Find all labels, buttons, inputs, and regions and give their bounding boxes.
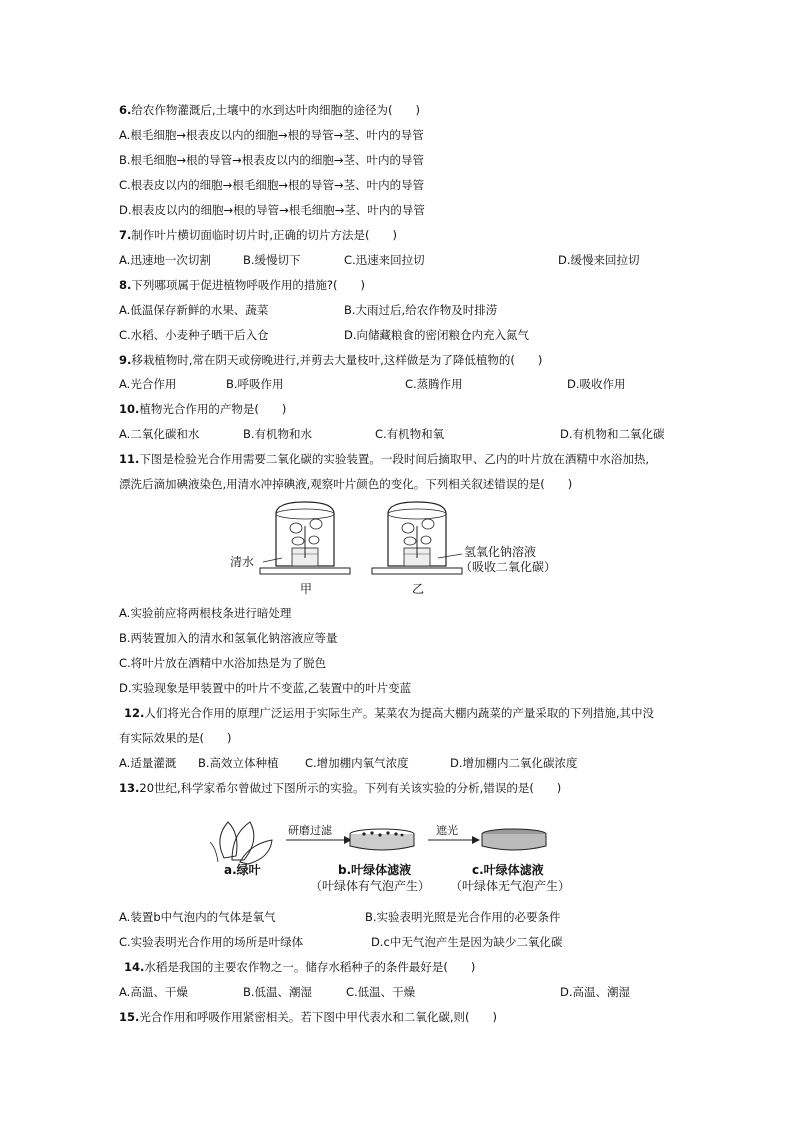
question-12-option-a: A.适量灌溉 [119,756,177,770]
question-11-option-c: C.将叶片放在酒精中水浴加热是为了脱色 [119,656,327,670]
label-c-filtrate: c.叶绿体滤液 [472,863,544,877]
question-8-stem: 8.下列哪项属于促进植物呼吸作用的措施?( ) [119,278,365,292]
question-12-option-b: B.高效立体种植 [198,756,279,770]
bell-jar-experiment-figure [226,496,586,600]
label-water: 清水 [230,555,255,569]
question-12-option-d: D.增加棚内二氧化碳浓度 [450,756,578,770]
question-10-option-c: C.有机物和氧 [375,427,445,441]
question-6-option-a: A.根毛细胞→根表皮以内的细胞→根的导管→茎、叶内的导管 [119,128,424,142]
label-b-bubbles: （叶绿体有气泡产生） [310,879,431,893]
question-14-option-c: C.低温、干燥 [346,985,416,999]
petri-dish-b [350,829,414,850]
question-12-option-c: C.增加棚内氧气浓度 [305,756,409,770]
question-12-stem-line2: 有实际效果的是( ) [119,731,232,745]
question-8-option-d: D.向储藏粮食的密闭粮仓内充入氮气 [344,328,530,342]
question-10-option-b: B.有机物和水 [243,427,313,441]
bell-jar-left [260,502,350,574]
caption-jia: 甲 [300,582,313,596]
question-6-option-b: B.根毛细胞→根的导管→根表皮以内的细胞→茎、叶内的导管 [119,153,424,167]
label-absorb-co2: （吸收二氧化碳） [460,560,557,574]
question-15-stem: 15.光合作用和呼吸作用紧密相关。若下图中甲代表水和二氧化碳,则( ) [119,1010,497,1024]
green-leaves-icon [210,822,272,864]
question-11-option-b: B.两装置加入的清水和氢氧化钠溶液应等量 [119,631,338,645]
question-11-option-d: D.实验现象是甲装置中的叶片不变蓝,乙装置中的叶片变蓝 [119,681,412,695]
question-7-option-c: C.迅速来回拉切 [344,253,425,267]
question-9-option-b: B.呼吸作用 [226,377,284,391]
question-8-option-a: A.低温保存新鲜的水果、蔬菜 [119,303,269,317]
question-14-option-b: B.低温、潮湿 [243,985,313,999]
label-green-leaf: a.绿叶 [224,863,261,877]
question-6-option-d: D.根表皮以内的细胞→根的导管→根毛细胞→茎、叶内的导管 [119,203,425,217]
label-grind-filter: 研磨过滤 [288,824,332,837]
question-10-stem: 10.植物光合作用的产物是( ) [119,402,287,416]
question-6-stem: 6.给农作物灌溉后,土壤中的水到达叶肉细胞的途径为( ) [119,103,421,117]
question-11-stem-line2: 漂洗后滴加碘液染色,用清水冲掉碘液,观察叶片颜色的变化。下列相关叙述错误的是( ) [119,477,573,491]
question-13-option-b: B.实验表明光照是光合作用的必要条件 [365,910,561,924]
question-13-option-d: D.c中无气泡产生是因为缺少二氧化碳 [371,935,563,949]
petri-dish-c [482,829,546,850]
label-c-no-bubbles: （叶绿体无气泡产生） [450,879,571,893]
caption-yi: 乙 [412,582,425,596]
question-12-stem-line1: 12.人们将光合作用的原理广泛运用于实际生产。某菜农为提高大棚内蔬菜的产量采取的下列措施,其中没 [124,706,655,720]
question-14-option-d: D.高温、潮湿 [560,985,631,999]
question-11-stem-line1: 11.下图是检验光合作用需要二氧化碳的实验装置。一段时间后摘取甲、乙内的叶片放在酒精中水浴加热, [119,452,650,466]
label-shade: 遮光 [436,824,458,837]
question-9-option-d: D.吸收作用 [567,377,626,391]
question-7-option-a: A.迅速地一次切割 [119,253,211,267]
question-11-option-a: A.实验前应将两根枝条进行暗处理 [119,606,292,620]
label-b-filtrate: b.叶绿体滤液 [338,863,412,877]
hill-experiment-figure [210,812,590,898]
bell-jar-right [372,502,462,574]
question-9-option-a: A.光合作用 [119,377,177,391]
question-14-stem: 14.水稻是我国的主要农作物之一。储存水稻种子的条件最好是( ) [124,960,476,974]
question-14-option-a: A.高温、干燥 [119,985,188,999]
question-8-option-b: B.大雨过后,给农作物及时排涝 [344,303,498,317]
question-13-stem: 13.20世纪,科学家希尔曾做过下图所示的实验。下列有关该实验的分析,错误的是( ) [119,781,562,795]
question-13-option-c: C.实验表明光合作用的场所是叶绿体 [119,935,304,949]
label-naoh: 氢氧化钠溶液 [464,545,537,559]
question-7-option-b: B.缓慢切下 [243,253,301,267]
question-10-option-d: D.有机物和二氧化碳 [560,427,665,441]
question-9-stem: 9.移栽植物时,常在阴天或傍晚进行,并剪去大量枝叶,这样做是为了降低植物的( ) [119,353,543,367]
question-10-option-a: A.二氧化碳和水 [119,427,200,441]
question-7-stem: 7.制作叶片横切面临时切片时,正确的切片方法是( ) [119,228,398,242]
question-9-option-c: C.蒸腾作用 [405,377,463,391]
question-13-option-a: A.装置b中气泡内的气体是氧气 [119,910,276,924]
question-6-option-c: C.根表皮以内的细胞→根毛细胞→根的导管→茎、叶内的导管 [119,178,425,192]
question-7-option-d: D.缓慢来回拉切 [558,253,640,267]
question-8-option-c: C.水稻、小麦种子晒干后入仓 [119,328,269,342]
